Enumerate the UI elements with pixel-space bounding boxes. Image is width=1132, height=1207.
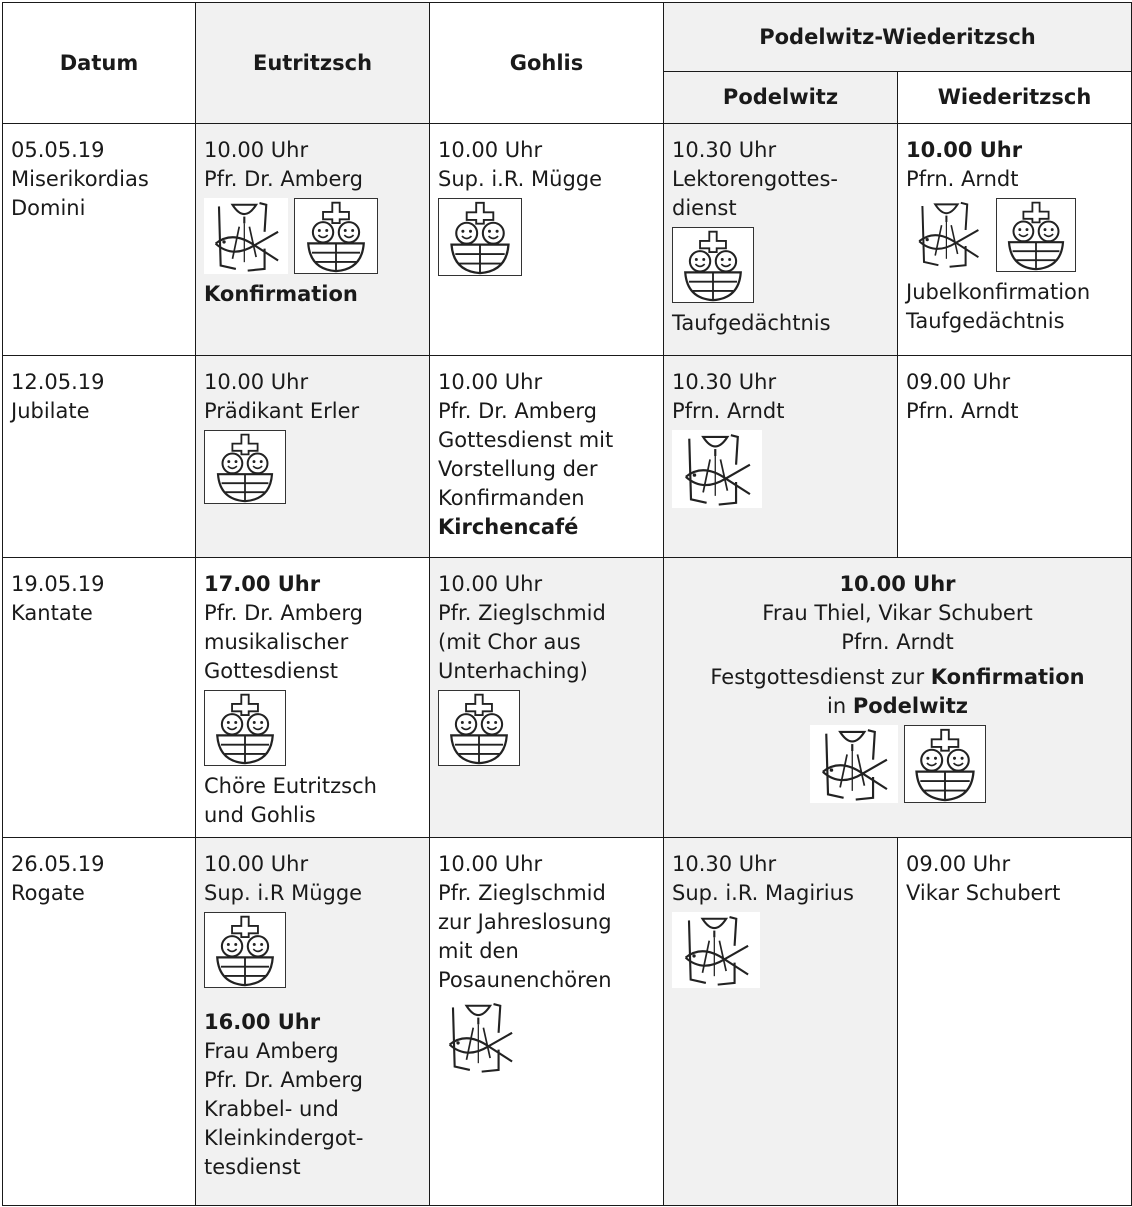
service-time: 10.00 Uhr [438, 572, 543, 596]
podelwitz-wiederitzsch-combined-cell [664, 558, 1132, 838]
service-time: 10.00 Uhr [204, 370, 309, 394]
pastor: Sup. i.R Mügge [204, 881, 363, 905]
podelwitz-cell [664, 124, 898, 356]
gohlis-cell [430, 124, 664, 356]
date-cell [3, 124, 196, 356]
service-desc: mit den [438, 939, 519, 963]
communion-chalice-fish-icon [672, 430, 762, 508]
family-service-cross-icon [204, 912, 286, 988]
service-time: 10.00 Uhr [438, 138, 543, 162]
pastor: Sup. i.R. Mügge [438, 167, 603, 191]
pastor: Sup. i.R. Magirius [672, 881, 854, 905]
family-service-cross-icon [438, 690, 520, 766]
service-desc: dienst [672, 196, 737, 220]
service-time: 10.30 Uhr [672, 138, 777, 162]
service-schedule-table [2, 2, 1132, 1206]
service-note: und Gohlis [204, 803, 316, 827]
date: 05.05.19 [11, 138, 105, 162]
service-note: Jubelkonfirmation [906, 280, 1091, 304]
service-time: 10.00 Uhr [204, 138, 309, 162]
pastor: Prädikant Erler [204, 399, 360, 423]
service-note: Chöre Eutritzsch [204, 774, 377, 798]
service-desc: Unterhaching) [438, 659, 588, 683]
sunday-name: Domini [11, 196, 86, 220]
service-desc [672, 663, 1123, 692]
family-service-cross-icon [294, 198, 378, 274]
family-service-cross-icon [672, 227, 754, 303]
header-datum: Datum [3, 3, 196, 124]
wiederitzsch-cell [898, 356, 1132, 558]
communion-chalice-fish-icon [810, 725, 898, 803]
service-time: 16.00 Uhr [204, 1010, 321, 1034]
location-bold: Podelwitz [852, 694, 968, 718]
fest-bold: Konfirmation [930, 665, 1085, 689]
pastor: Pfr. Dr. Amberg [204, 601, 364, 625]
service-desc: tesdienst [204, 1155, 301, 1179]
date-cell [3, 558, 196, 838]
family-service-cross-icon [996, 198, 1076, 272]
header-eutritzsch: Eutritzsch [196, 3, 430, 124]
header-podelwitz-wiederitzsch: Podelwitz-Wiederitzsch [664, 3, 1132, 72]
pastors: Frau Thiel, Vikar Schubert [762, 601, 1033, 625]
sunday-name: Rogate [11, 881, 85, 905]
sunday-name: Kantate [11, 601, 93, 625]
eutritzsch-cell [196, 356, 430, 558]
eutritzsch-cell [196, 838, 430, 1206]
service-desc: (mit Chor aus [438, 630, 581, 654]
pastor: Vikar Schubert [906, 881, 1061, 905]
service-note: Taufgedächtnis [906, 309, 1065, 333]
service-time: 10.00 Uhr [906, 138, 1023, 162]
header-wiederitzsch: Wiederitzsch [898, 72, 1132, 124]
eutritzsch-cell [196, 124, 430, 356]
family-service-cross-icon [204, 430, 286, 504]
date: 26.05.19 [11, 852, 105, 876]
service-location [672, 692, 1123, 721]
service-desc: Gottesdienst mit [438, 428, 614, 452]
pastor: Frau Amberg [204, 1039, 339, 1063]
family-service-cross-icon [438, 198, 522, 276]
pastor: Pfrn. Arndt [906, 167, 1019, 191]
service-time: 10.00 Uhr [438, 852, 543, 876]
service-time: 10.00 Uhr [204, 852, 309, 876]
service-note: Konfirmation [204, 282, 358, 306]
service-time: 09.00 Uhr [906, 370, 1011, 394]
service-desc: Kleinkindergot- [204, 1126, 364, 1150]
table-row [3, 558, 1132, 838]
date: 12.05.19 [11, 370, 105, 394]
service-time: 17.00 Uhr [204, 572, 321, 596]
service-note: Taufgedächtnis [672, 311, 831, 335]
pastor: Pfrn. Arndt [906, 399, 1019, 423]
pastor: Pfrn. Arndt [672, 399, 785, 423]
pastor: Pfrn. Arndt [841, 630, 954, 654]
service-time: 09.00 Uhr [906, 852, 1011, 876]
service-desc: Krabbel- und [204, 1097, 339, 1121]
communion-chalice-fish-icon [204, 198, 288, 274]
service-desc: Gottesdienst [204, 659, 339, 683]
service-desc: Vorstellung der [438, 457, 598, 481]
communion-chalice-fish-icon [672, 912, 760, 988]
service-time: 10.00 Uhr [438, 370, 543, 394]
pastor: Pfr. Zieglschmid [438, 601, 606, 625]
header-gohlis: Gohlis [430, 3, 664, 124]
pastor: Pfr. Dr. Amberg [204, 167, 364, 191]
table-row [3, 838, 1132, 1206]
service-time: 10.30 Uhr [672, 852, 777, 876]
sunday-name: Miserikordias [11, 167, 149, 191]
eutritzsch-cell [196, 558, 430, 838]
service-desc: musikalischer [204, 630, 349, 654]
communion-chalice-fish-icon [438, 999, 522, 1075]
date: 19.05.19 [11, 572, 105, 596]
date-cell [3, 838, 196, 1206]
service-time: 10.00 Uhr [839, 572, 956, 596]
gohlis-cell [430, 558, 664, 838]
service-note: Kirchencafé [438, 515, 579, 539]
podelwitz-cell [664, 356, 898, 558]
date-cell [3, 356, 196, 558]
sunday-name: Jubilate [11, 399, 90, 423]
table-row [3, 356, 1132, 558]
service-time: 10.30 Uhr [672, 370, 777, 394]
header-podelwitz: Podelwitz [664, 72, 898, 124]
gohlis-cell [430, 356, 664, 558]
family-service-cross-icon [204, 690, 286, 766]
pastor: Pfr. Zieglschmid [438, 881, 606, 905]
communion-chalice-fish-icon [906, 198, 990, 272]
pastor: Pfr. Dr. Amberg [438, 399, 598, 423]
in-text: in [827, 694, 853, 718]
service-desc: Posaunenchören [438, 968, 612, 992]
fest-text: Festgottesdienst zur [710, 665, 931, 689]
wiederitzsch-cell [898, 838, 1132, 1206]
table-row [3, 124, 1132, 356]
service-desc: Lektorengottes- [672, 167, 838, 191]
wiederitzsch-cell [898, 124, 1132, 356]
service-desc: Konfirmanden [438, 486, 585, 510]
podelwitz-cell [664, 838, 898, 1206]
gohlis-cell [430, 838, 664, 1206]
pastor: Pfr. Dr. Amberg [204, 1068, 364, 1092]
service-desc: zur Jahreslosung [438, 910, 612, 934]
family-service-cross-icon [904, 725, 986, 803]
